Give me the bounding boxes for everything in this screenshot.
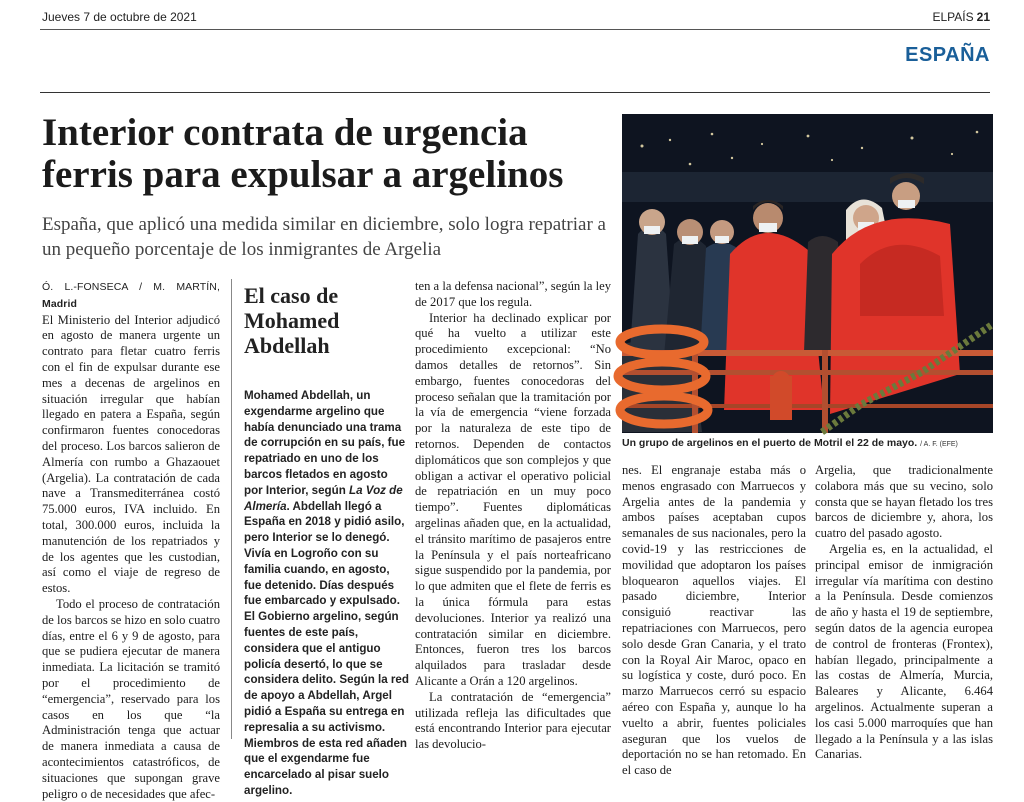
article-paragraph: Todo el proceso de contratación de los barcos se hizo en solo cuatro días, entre el 6 y 9 de agosto, para que se pudiera ejecutar de manera inmediata. La licitación se tramitó por el procedimiento de “emergencia”, reservado para los casos en los que “la Administración tenga que actuar de manera inmediata a causa de acontecimientos catastróficos, de situaciones que supongan grave peligro o de necesidades que afec- [42, 596, 221, 801]
article-column-1 [42, 279, 220, 802]
article-column-5 [815, 463, 993, 763]
photo-caption: Un grupo de argelinos en el puerto de Motril el 22 de mayo. / A. F. (EFE) [622, 437, 958, 449]
article-column-3 [415, 279, 611, 753]
sidebar-box [231, 279, 409, 797]
article-paragraph: Argelia es, en la actualidad, el principal emisor de inmigración irregular vía marítima con destino a la Península. Desde comienzos de año y hasta el 19 de septiembre, según datos de la agencia europea de control de fronteras (Frontex), habían llegado, principalmente a las costas de Almería, Murcia, Baleares y Alicante, 6.464 argelinos. Actualmente superan a los casi 5.000 marroquíes que han llegado a la Península y a las islas Canarias. [815, 541, 993, 762]
issue-date: Jueves 7 de octubre de 2021 [42, 10, 197, 24]
sidebar-text: Mohamed Abdellah, un exgendarme argelino que había denunciado una trama de corrupción en su país, fue repatriado en uno de los barcos fletados en agosto por Interior, según La Voz de Almería. Abdellah llegó a España en 2018 y pidió asilo, pero Interior se lo denegó. Vivía en Logroño con su familia cuando, en agosto, fue detenido. Días después fue embarcado y expulsado. El Gobierno argelino, según fuentes de este país, considera que el antiguo policía desertó, lo que se considera delito. Según la red de apoyo a Abdellah, Argel pidió a España su entrega en represalia a su activismo. Miembros de esta red añaden que el exgendarme fue encarcelado al pisar suelo argelino. [244, 389, 409, 797]
subheadline: España, que aplicó una medida similar en diciembre, solo logra repatriar a un pequeño porcentaje de los inmigrantes de Argelia [42, 214, 606, 260]
news-photo [622, 114, 993, 433]
byline-place: Madrid [42, 297, 78, 310]
article-paragraph: nes. El engranaje estaba más o menos engrasado con Marruecos y Argelia antes de la pandemia y ambos países aceptaban cupos semanales de sus nacionales, pero la covid-19 y las restricciones de movilidad que adoptaron los países bloquearon aquellos viajes. El pasado diciembre, Interior consiguió reactivar las repatriaciones con Marruecos, pero solo desde Gran Canaria, y el trato con la Royal Air Maroc, opaco en su logística y coste, duró poco. En marzo Marruecos cerró su espacio aéreo con España y, aunque lo ha vuelto a abrir, fuentes policiales aseguran que los vuelos de deportación no se han retomado. En el caso de [622, 463, 806, 778]
article-paragraph: La contratación de “emergencia” utilizada refleja las dificultades que está encontrando Interior para ejecutar las devolucio- [415, 689, 611, 752]
page-number: 21 [976, 10, 990, 24]
article-paragraph: Argelia, que tradicionalmente colabora más que su vecino, solo consta que se hayan fletado los tres barcos de diciembre y, ahora, los cuatro del pasado agosto. [815, 463, 993, 541]
page-header [40, 8, 990, 30]
page-reference [933, 10, 991, 24]
header-rule [40, 92, 990, 93]
article-paragraph: ten a la defensa nacional”, según la ley de 2017 que los regula. [415, 279, 611, 309]
publication-name: ELPAÍS [932, 10, 974, 24]
article-paragraph: El Ministerio del Interior adjudicó en agosto de manera urgente un contrato para fletar cuatro ferris con el fin de expulsar durante ese mes a decenas de argelinos en situación irregular que habían llegado en patera a España, según confirmaron fuentes conocedoras del proceso. Los barcos salieron de Almería con rumbo a Ghazaouet (Argelia). La contratación de cada nave a Transmediterránea costó 75.000 euros, IVA incluido. En total, 300.000 euros, incluida la manutención de los repatriados y de los agentes que les custodian, así como el viaje de regreso de estos. [42, 312, 220, 596]
byline-authors: Ó. L.-FONSECA / M. MARTÍN, [42, 281, 220, 293]
sidebar-title: El caso de Mohamed Abdellah [244, 283, 340, 358]
source-name: La Voz de Almería [244, 483, 403, 513]
section-label: ESPAÑA [905, 44, 990, 66]
byline [42, 281, 220, 310]
headline: Interior contrata de urgencia ferris para expulsar a argelinos [42, 111, 564, 196]
article-paragraph: Interior ha declinado explicar por qué ha vuelto a utilizar este procedimiento excepcional: “No damos detalles de retornos”. Sin embargo, fuentes conocedoras del proceso señalan que la tramitación por la vía de emergencia “viene forzada por la naturaleza de este tipo de retornos. Dependen de contactos diplomáticos que son complejos y que obligan a activar el operativo policial de repatriación en un muy poco tiempo”. Fuentes diplomáticas argelinas añaden que, en la actualidad, el tránsito marítimo de pasajeros entre la Península y el país norteafricano sigue suspendido por la pandemia, por lo que admiten que el flete de ferris es la única fórmula para estas devoluciones. Interior ya realizó una contratación similar en diciembre. Entonces, fueron tres los barcos alquilados para trasladar desde Alicante a Orán a 120 argelinos. [415, 310, 611, 688]
article-column-4 [622, 463, 806, 779]
photo-credit: / A. F. (EFE) [920, 441, 958, 448]
